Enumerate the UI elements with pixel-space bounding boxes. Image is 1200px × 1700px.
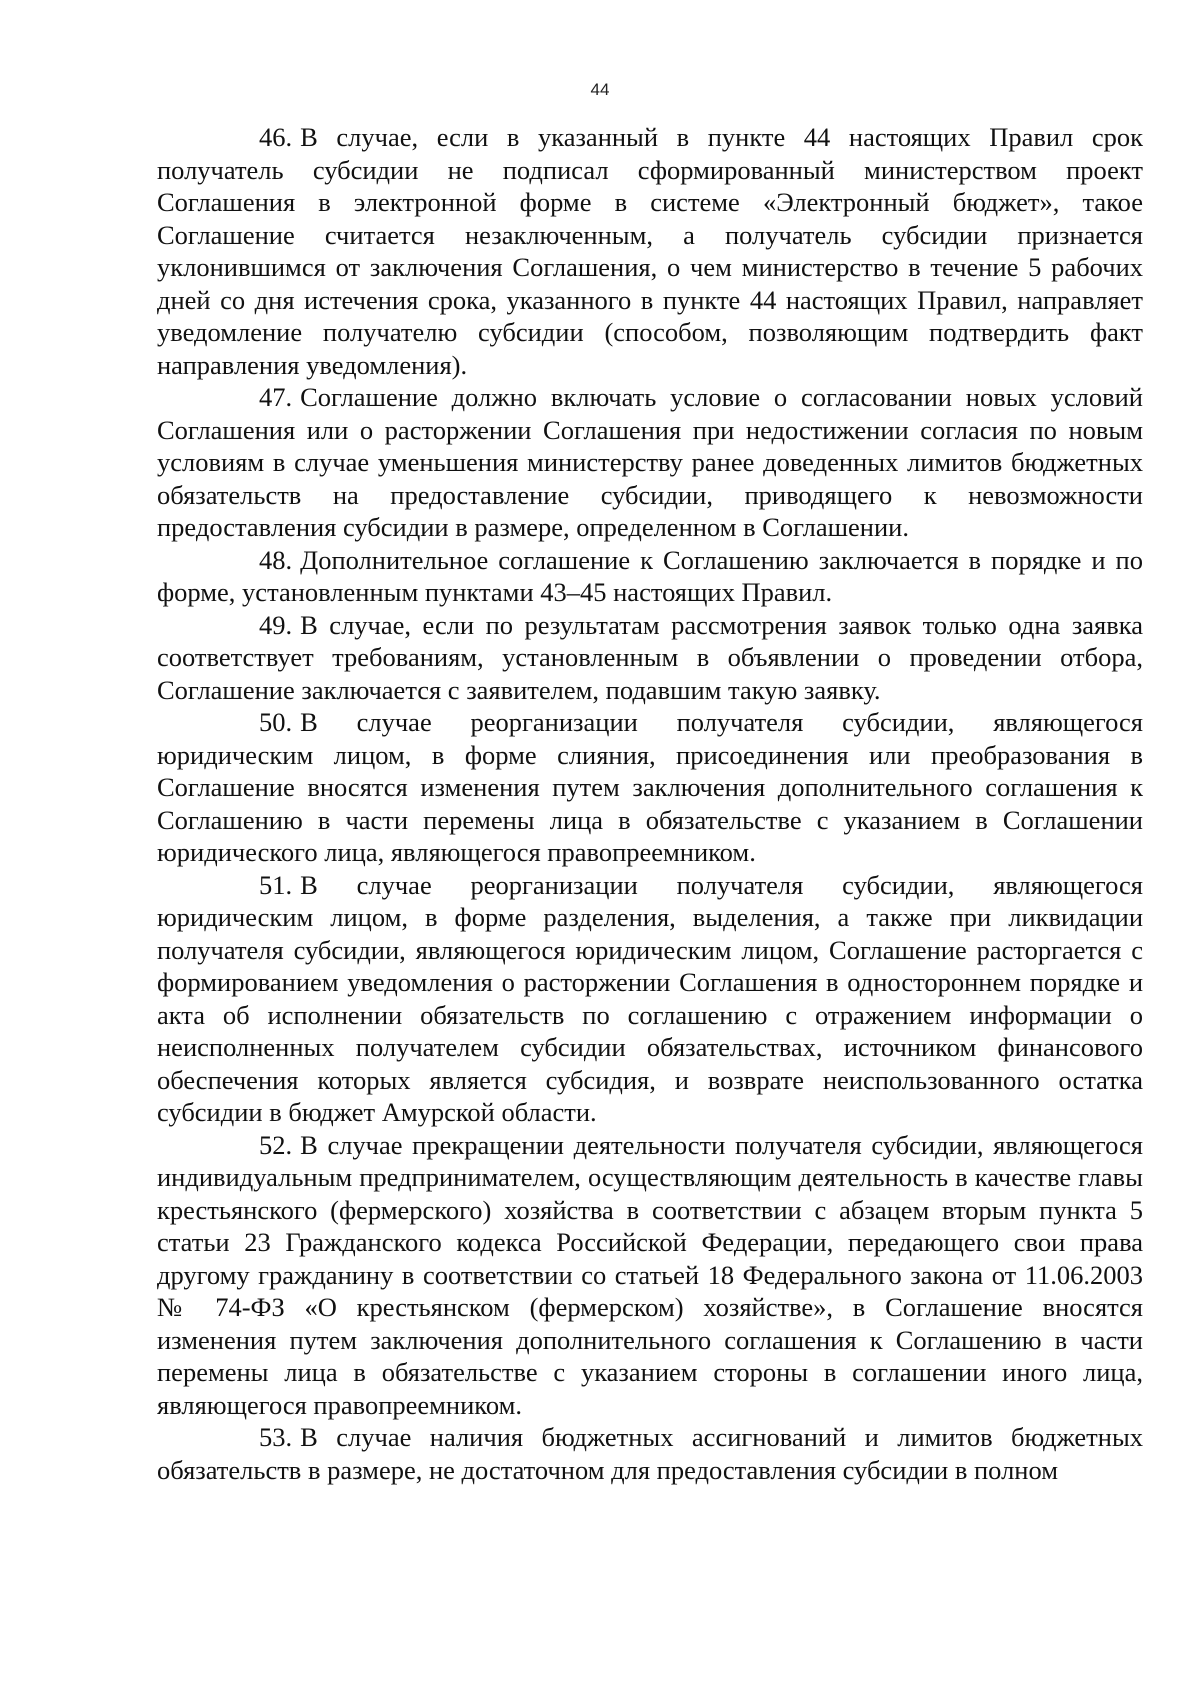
paragraph-text: В случае реорганизации получателя субсидии, являющегося юридическим лицом, в форме разделения, выделения, а также при ликвидации получателя субсидии, являющегося юридическим лицом, Соглашение расторгается с формированием уведомления о расторжении Соглашения в одностороннем порядке и акта об исполнении обязательств по соглашению с отражением информации о неисполненных получателем субсидии обязательствах, источником финансового обеспечения которых является субсидия, и возврате неиспользованного остатка субсидии в бюджет Амурской области. bbox=[157, 869, 1143, 1127]
paragraph-number: 46. bbox=[259, 122, 293, 152]
paragraph-number: 52. bbox=[259, 1129, 293, 1160]
page-number: 44 bbox=[590, 80, 610, 99]
paragraph-number: 50. bbox=[259, 707, 293, 737]
paragraph-48 bbox=[157, 544, 1143, 609]
paragraph-number: 53. bbox=[259, 1422, 293, 1452]
paragraph-text: В случае, если в указанный в пункте 44 настоящих Правил срок получатель субсидии не подписал сформированный министерством проект Соглашения в электронной форме в системе «Электронный бюджет», такое Соглашение считается незаключенным, а получатель субсидии признается уклонившимся от заключения Соглашения, о чем министерство в течение 5 рабочих дней со дня истечения срока, указанного в пункте 44 настоящих Правил, направляет уведомление получателю субсидии (способом, позволяющим подтвердить факт направления уведомления). bbox=[157, 122, 1143, 380]
paragraph-number: 51. bbox=[259, 869, 293, 900]
paragraph-47 bbox=[157, 381, 1143, 544]
paragraph-number: 48. bbox=[259, 544, 293, 575]
paragraph-49 bbox=[157, 609, 1143, 707]
paragraph-text: В случае реорганизации получателя субсидии, являющегося юридическим лицом, в форме слияния, присоединения или преобразования в Соглашение вносятся изменения путем заключения дополнительного соглашения к Соглашению в части перемены лица в обязательстве с указанием в Соглашении юридического лица, являющегося правопреемником. bbox=[157, 707, 1143, 867]
paragraph-text: В случае, если по результатам рассмотрения заявок только одна заявка соответствует требованиям, установленным в объявлении о проведении отбора, Соглашение заключается с заявителем, подавшим такую заявку. bbox=[157, 609, 1143, 705]
paragraph-number: 47. bbox=[259, 382, 293, 412]
paragraph-53 bbox=[157, 1421, 1143, 1486]
paragraph-50 bbox=[157, 706, 1143, 869]
paragraph-text: В случае наличия бюджетных ассигнований и лимитов бюджетных обязательств в размере, не достаточном для предоставления субсидии в полном bbox=[157, 1422, 1143, 1485]
paragraph-text: Дополнительное соглашение к Соглашению заключается в порядке и по форме, установленным пунктами 43–45 настоящих Правил. bbox=[157, 544, 1143, 607]
paragraph-46 bbox=[157, 121, 1143, 381]
paragraph-52 bbox=[157, 1129, 1143, 1422]
paragraph-number: 49. bbox=[259, 609, 293, 640]
document-body bbox=[157, 121, 1143, 1486]
paragraph-text: В случае прекращении деятельности получателя субсидии, являющегося индивидуальным предпринимателем, осуществляющим деятельность в качестве главы крестьянского (фермерского) хозяйства в соответствии с абзацем вторым пункта 5 статьи 23 Гражданского кодекса Российской Федерации, передающего свои права другому гражданину в соответствии со статьей 18 Федерального закона от 11.06.2003 № 74-ФЗ «О крестьянском (фермерском) хозяйстве», в Соглашение вносятся изменения путем заключения дополнительного соглашения к Соглашению в части перемены лица в обязательстве с указанием стороны в соглашении иного лица, являющегося правопреемником. bbox=[157, 1129, 1143, 1420]
paragraph-51 bbox=[157, 869, 1143, 1129]
paragraph-text: Соглашение должно включать условие о согласовании новых условий Соглашения или о расторжении Соглашения при недостижении согласия по новым условиям в случае уменьшения министерству ранее доведенных лимитов бюджетных обязательств на предоставление субсидии, приводящего к невозможности предоставления субсидии в размере, определенном в Соглашении. bbox=[157, 382, 1143, 542]
